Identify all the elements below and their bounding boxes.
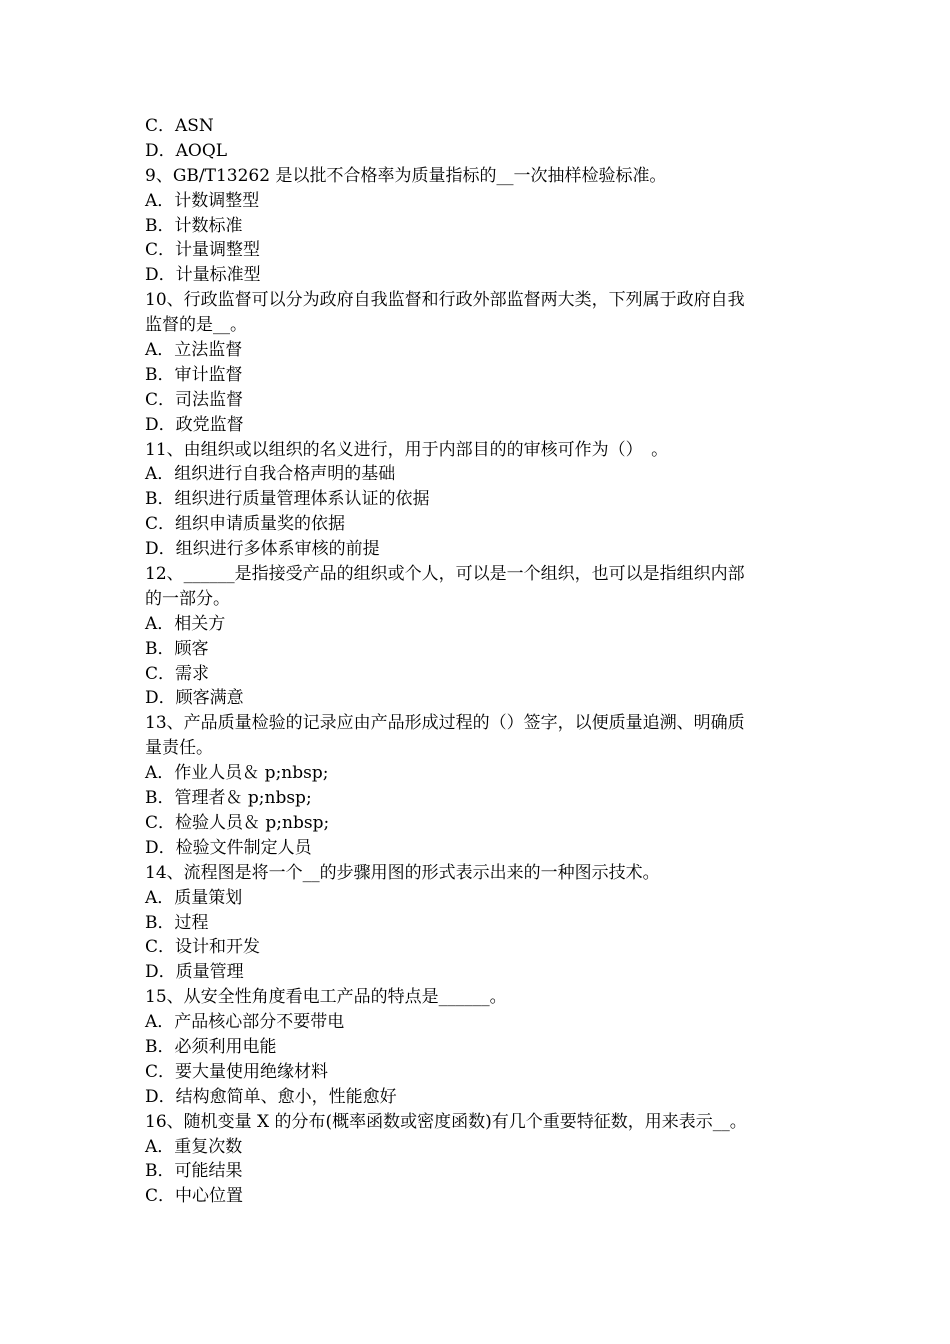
option-line: D．组织进行多体系审核的前提	[145, 539, 380, 560]
option-line: C．需求	[145, 663, 210, 684]
option-line: A．重复次数	[145, 1136, 243, 1157]
question-line: 11、由组织或以组织的名义进行，用于内部目的的审核可作为（） 。	[145, 439, 669, 460]
question-line: 13、产品质量检验的记录应由产品形成过程的（）签字，以便质量追溯、明确质	[145, 713, 745, 734]
option-line: A．组织进行自我合格声明的基础	[145, 464, 396, 485]
option-line: A．立法监督	[145, 340, 243, 361]
question-line: 10、行政监督可以分为政府自我监督和行政外部监督两大类，下列属于政府自我	[145, 290, 745, 311]
option-line: B．必须利用电能	[145, 1036, 277, 1057]
option-line: D．AOQL	[145, 140, 228, 161]
option-line: D．检验文件制定人员	[145, 837, 312, 858]
option-line: C．组织申请质量奖的依据	[145, 514, 346, 535]
option-line: B．组织进行质量管理体系认证的依据	[145, 489, 430, 510]
option-line: C．要大量使用绝缘材料	[145, 1061, 329, 1082]
option-line: B．过程	[145, 912, 209, 933]
option-line: A．产品核心部分不要带电	[145, 1012, 345, 1033]
question-line: 监督的是__。	[145, 315, 247, 336]
option-line: C．ASN	[145, 116, 214, 136]
option-line: A．计数调整型	[145, 190, 260, 211]
option-line: A．相关方	[145, 613, 226, 634]
option-line: D．质量管理	[145, 962, 244, 983]
option-line: D．顾客满意	[145, 688, 244, 709]
question-line: 16、随机变量 X 的分布(概率函数或密度函数)有几个重要特征数，用来表示__。	[145, 1111, 747, 1132]
option-line: B．顾客	[145, 638, 209, 659]
option-line: B．审计监督	[145, 364, 243, 385]
document-body	[145, 114, 815, 1209]
option-line: B．管理者＆ p;nbsp;	[145, 788, 312, 809]
option-line: C．设计和开发	[145, 937, 261, 958]
option-line: B．计数标准	[145, 215, 243, 236]
question-line: 量责任。	[145, 738, 213, 759]
option-line: C．司法监督	[145, 389, 244, 410]
question-line: 14、流程图是将一个__的步骤用图的形式表示出来的一种图示技术。	[145, 862, 660, 883]
question-line: 12、______是指接受产品的组织或个人，可以是一个组织，也可以是指组织内部	[145, 564, 745, 585]
option-line: C．检验人员＆ p;nbsp;	[145, 812, 330, 833]
option-line: A．作业人员＆ p;nbsp;	[145, 763, 329, 784]
option-line: D．政党监督	[145, 414, 244, 435]
option-line: D．计量标准型	[145, 265, 261, 286]
question-line: 9、GB/T13262 是以批不合格率为质量指标的__一次抽样检验标准。	[145, 165, 667, 186]
option-line: C．计量调整型	[145, 240, 261, 261]
question-line: 15、从安全性角度看电工产品的特点是______。	[145, 987, 507, 1008]
option-line: D．结构愈简单、愈小，性能愈好	[145, 1086, 397, 1107]
option-line: B．可能结果	[145, 1161, 243, 1182]
question-line: 的一部分。	[145, 588, 230, 609]
option-line: C．中心位置	[145, 1186, 244, 1207]
option-line: A．质量策划	[145, 887, 243, 908]
